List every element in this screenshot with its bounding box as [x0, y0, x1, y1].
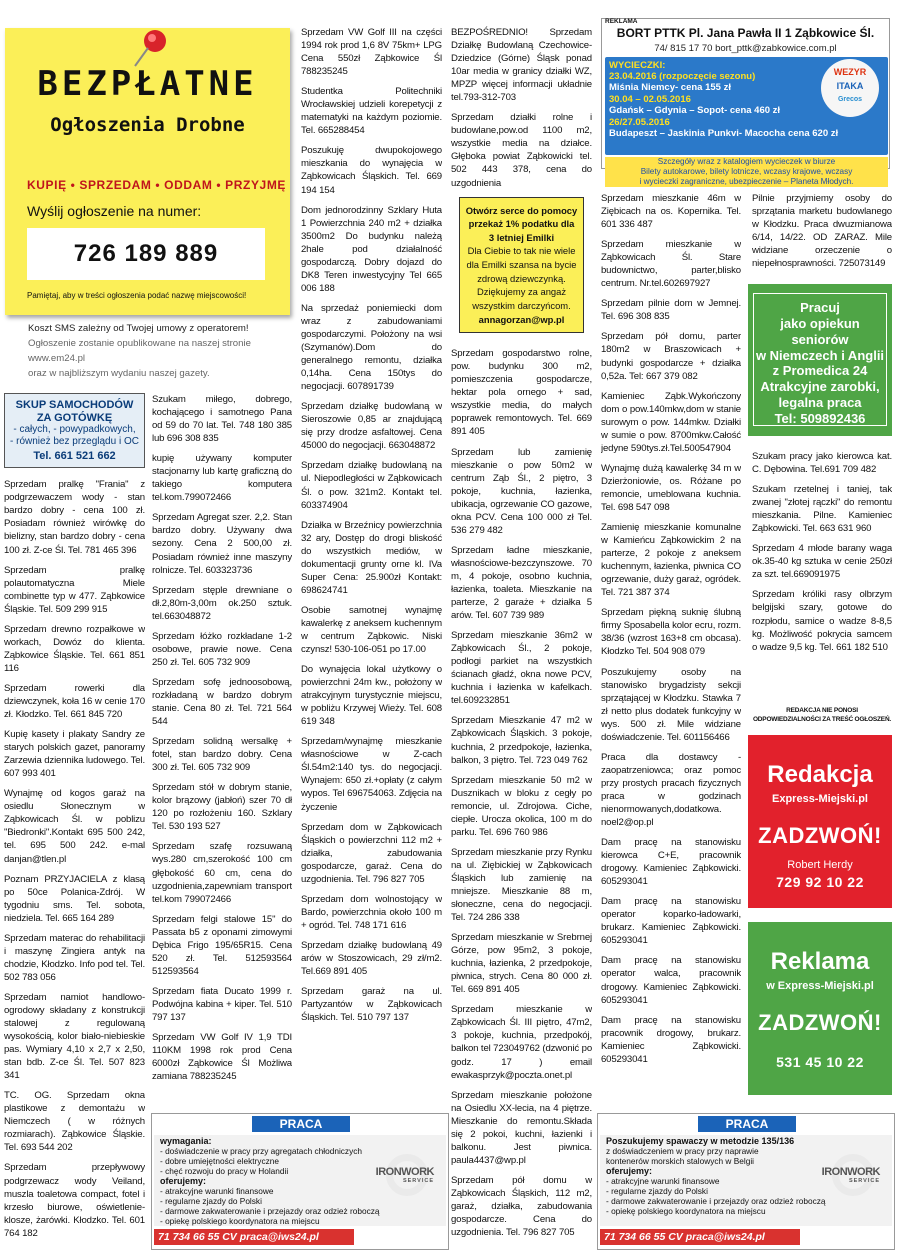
classified-ad: Poznam PRZYJACIELA z klasą po 50ce Polanica-Zdrój. W tygodniu sms. Tel. sobota, niedziela. Tel. 665 164 289 — [4, 873, 145, 924]
column-4 — [451, 26, 592, 1248]
carer-l5: Atrakcyjne zarobki, — [760, 379, 880, 395]
redakcja-title: Redakcja — [767, 761, 873, 788]
trip2-desc: Gdańsk – Gdynia – Sopot- cena 460 zł — [609, 105, 781, 116]
classified-ad: Sprzedam mieszkanie w Ząbkowicach Śl. Stare budownictwo, parter,blisko centrum. Nr.tel.602697927 — [601, 239, 741, 290]
classified-ad: Sprzedam mieszkanie 36m2 w Ząbkowicach Śl., 2 pokoje, podłogi parkiet na wszystkich ścianach gładź, okna nowe PCV, kuchnia i łazienka w kafelkach. tel.609232851 — [451, 630, 592, 707]
travel-footer-3: i wycieczki zagraniczne, ubezpieczenie – Planeta Młodych. — [639, 177, 854, 186]
classified-ad: Sprzedam materac do rehabilitacji i maszynę Zingiera antyk na chodzie, Kłodzko. Info pod tel. Tel. 502 783 056 — [4, 932, 145, 983]
classified-ad: Sprzedam sofę jednoosobową, rozkładaną w bardzo dobrym stanie. Cena 80 zł. Tel. 721 564 544 — [152, 676, 292, 728]
classified-ad: Dam pracę na stanowisku operator walca, pracownik drogowy. Kamieniec Ząbkowicki. 605293041 — [601, 955, 741, 1006]
classified-ad: Dam pracę na stanowisku operator koparko-ładowarki, brukarz. Kamieniec Ząbkowicki. 605293041 — [601, 896, 741, 947]
classified-ad: Wynajmę od kogos garaż na osiedlu Słonecznym w Ząbkowicach Śl. w poblizu "Biedronki".Kontakt 695 500 242, tel. 695 500 242. e-mal danjan@tlen.pl — [4, 788, 145, 865]
redakcja-name: Robert Herdy — [787, 859, 853, 871]
classified-ad: Sprzedam Agregat szer. 2,2. Stan bardzo dobry. Używany dwa sezony. Cena 2 500,00 zł. Posiadam również inne maszyny rolnicze. Tel. 603323736 — [152, 512, 292, 576]
emilka-l2: przekaż 1% podatku dla — [468, 218, 575, 230]
classified-ad: Sprzedam mieszkanie przy Rynku na ul. Ziębickiej w Ząbkowicach Śląskich lub zamienię na mniejsze. Mieszkanie 88 m, słoneczne, cena do negocjacji. Tel. 724 286 338 — [451, 846, 592, 924]
page-title: BEZPŁATNE — [37, 64, 258, 104]
col4-list — [451, 347, 592, 1239]
classified-ad: Sprzedam dom wolnostojący w Bardo, powierzchnia około 100 m + ogród. Tel. 748 171 616 — [301, 893, 442, 931]
praca-contact[interactable]: 71 734 66 55 CV praca@iws24.pl — [154, 1229, 354, 1245]
publish-note-2: oraz w najbliższym wydaniu naszej gazety. — [28, 367, 210, 379]
redakcja-phone[interactable]: 729 92 10 22 — [776, 874, 864, 890]
column-3 — [301, 26, 442, 1086]
classified-ad: Działka w Brzeźnicy powierzchnia 32 ary, Dostęp do drogi bliskość do wszystkich mediów, w dokumentacji grunty orne kl. IVa Super Cena: 25.900zł Kontakt: 698624741 — [301, 519, 442, 596]
classified-ad: Sprzedam lub zamienię mieszkanie o pow 50m2 w centrum Ząb Śl., 2 piętro, 3 pokoje, kuchnia, łazienka, ubikacja, ogrzewanie CO gazowe, okna PCV. Cena 100 000 zł Tel. 536 279 482 — [451, 446, 592, 536]
req2: - dobre umiejętności elektryczne — [160, 1156, 279, 1166]
classified-ad: Sprzedam stół w dobrym stanie, kolor brązowy (jabłoń) szer 70 dł 120 po rozłożeniu 160. Szklary Tel. 530 193 527 — [152, 782, 292, 833]
classified-ad: Sprzedam/wynajmę mieszkanie własnościowe w Z-cach Śl.54m2:140 tys. do negocjacji. Wynajem: 650 zł.+opłaty (z całym wypos. Tel 696754063. Zdjęcia na życzenie — [301, 736, 442, 813]
classified-ad: Sprzedam VW Golf IV 1,9 TDI 110KM 1998 rok prod Cena 6000zł Ząbkowice Śl Możliwa zamiana 788235245 — [152, 1032, 292, 1083]
send-label: Wyślij ogłoszenie na numer: — [27, 203, 202, 219]
reklama-box — [748, 922, 892, 1095]
classified-ad: Dam pracę na stanowisku pracownik drogowy, brukarz. Kamieniec Ząbkowicki. 605293041 — [601, 1014, 741, 1065]
skup-line1: - całych, - powypadkowych, — [13, 424, 136, 436]
classified-ad: Szukam pracy jako kierowca kat. C. Dębowina. Tel.691 709 482 — [752, 451, 892, 476]
col5-list — [601, 192, 741, 1066]
classified-ad: BEZPOŚREDNIO! Sprzedam Działkę Budowlaną Czechowice-Dziedzice (Górne) Śląsk ponad 10ar media w granicy działki WZ, MPZP więcej informacji układnie tel.793-312-703 — [451, 27, 592, 104]
trip1-date: 23.04.2016 (rozpoczęcie sezonu) — [609, 71, 756, 82]
emilka-email[interactable]: annagorzan@wp.pl — [478, 313, 565, 325]
req3: - chęć rozwoju do pracy w Holandii — [160, 1166, 289, 1176]
classified-ad: Sprzedam działki rolne i budowlane,pow.od 1100 m2, wszystkie media na działce. Głęboka powiat Ząbkowicki tel. 502 443 378, cena do uzgodnienia — [451, 112, 592, 189]
classified-ad: TC. OG. Sprzedam okna plastikowe z demontażu w Niemczech ( w różnych rozmiarach). Ząbkowice Śląskie. Tel. 693 544 202 — [4, 1090, 145, 1154]
ironwork-logo: IRONWORK SERVICE — [821, 1166, 880, 1184]
classified-ad: Sprzedam łóżko rozkładane 1-2 osobowe, prawie nowe. Cena 250 zł. Tel. 605 732 909 — [152, 630, 292, 668]
classified-ad: Dom jednorodzinny Szklary Huta 1 Powierzchnia 240 m2 + działka 3500m2 Do budynku należą 2hale pod działalność gospodarczą. Dobry dojazd do DK8 Teren inwestycyjny Tel 665 006 188 — [301, 204, 442, 294]
classified-ad: Sprzedam pilnie dom w Jemnej. Tel. 696 308 835 — [601, 298, 741, 323]
reklama-call: ZADZWOŃ! — [758, 1010, 882, 1035]
classified-ad: Szukam miłego, dobrego, kochającego i samotnego Pana od 59 do 70 lat. Tel. 748 180 385 lub 696 308 835 — [152, 394, 292, 445]
page-subtitle: Ogłoszenia Drobne — [50, 114, 245, 136]
classified-ad: Sprzedam szafę rozsuwaną wys.280 cm,szerokość 100 cm głębokość 60 cm, cena do uzgodnienia,zapewniam transport tel.kom 799072466 — [152, 841, 292, 905]
reminder-note: Pamiętaj, aby w treści ogłoszenia podać nazwę miejscowości! — [27, 291, 247, 300]
classified-ad: Osobie samotnej wynajmę kawalerkę z aneksem kuchennym w centrum Ząbkowic. Niski czynsz! 530-106-051 po 17.00 — [301, 604, 442, 656]
classified-ad: Sprzedam dom w Ząbkowicach Śląskich o powierzchni 112 m2 + działka, zabudowania gospodarcze, garaż. Cena do uzgodnienia. Tel. 796 827 705 — [301, 821, 442, 885]
classified-ad: Sprzedam drewno rozpałkowe w workach, Dowóz do klienta. Ząbkowice Śląskie. Tel. 661 851 116 — [4, 623, 145, 674]
intro3: kontenerów morskich stalowych w Belgii — [606, 1156, 755, 1166]
redakcja-call: ZADZWOŃ! — [758, 823, 882, 848]
sms-number[interactable]: 726 189 889 — [27, 228, 265, 280]
classified-ad: Sprzedam pół domu w Ząbkowicach Śląskich, 112 m2, garaż, działka, zabudowania gospodarcze. Cena do uzgodnienia. Tel. 796 827 705 — [451, 1174, 592, 1239]
carer-l1: Pracuj — [800, 300, 840, 315]
classified-ad: Zamienię mieszkanie komunalne w Kamieńcu Ząbkowickim 2 na parterze, 2 pokoje z aneksem kuchennym, łazienka, piwnica CO ogrzewanie, duży garaż, ogródek. Tel. 721 387 374 — [601, 522, 741, 599]
off3: - darmowe zakwaterowanie i przejazdy oraz odzież roboczą — [606, 1196, 826, 1206]
praca-ad-left — [151, 1113, 449, 1250]
off1: - atrakcyjne warunki finansowe — [606, 1176, 720, 1186]
classified-ad: Sprzedam ładne mieszkanie, własnościowe-bezczynszowe. 70 m, 4 pokoje, osobno kuchnia, łazienka, toaleta. Mieszkanie na parterze, 2 garaże + działka 5 arów. Tel. 607 739 989 — [451, 544, 592, 622]
col1-list — [4, 478, 145, 1239]
trip3-date: 26/27.05.2016 — [609, 117, 670, 128]
travel-footer-2: Bilety autokarowe, bilety lotnicze, wczasy krajowe, wczasy — [640, 167, 853, 176]
classified-ad: Sprzedam pół domu, parter 180m2 w Braszowicach + budynki gospodarcze + działka 0,52a. Tel: 667 379 082 — [601, 331, 741, 382]
req-label: wymagania: — [160, 1136, 212, 1146]
column-1 — [4, 393, 145, 1243]
cost-note: Koszt SMS zależny od Twojej umowy z operatorem! — [28, 323, 249, 334]
carer-l2: jako opiekun seniorów — [780, 315, 860, 347]
logo-itaka: ITAKA — [836, 81, 864, 91]
travel-ad — [601, 18, 890, 186]
emilka-charity-box — [459, 197, 584, 334]
skup-title: SKUP SAMOCHODÓW ZA GOTÓWKĘ — [15, 399, 134, 424]
classified-ad: Kupię kasety i plakaty Sandry ze starych polskich gazet, panoramy Zarzewia dziennika ludowego. Tel. 607 993 401 — [4, 729, 145, 780]
travel-footer — [605, 157, 888, 187]
travel-headline: BORT PTTK Pl. Jana Pawła II 1 Ząbkowice Śl. — [616, 26, 875, 40]
column-6 — [752, 192, 892, 282]
carer-l6: legalna praca — [778, 395, 862, 411]
reklama-site[interactable]: w Express-Miejski.pl — [766, 980, 874, 992]
header-sticky-note — [5, 28, 290, 315]
col2-list — [152, 393, 292, 1083]
classified-ad: Sprzedam VW Golf III na części 1994 rok prod 1,6 8V 75km+ LPG Cena 550zł Ząbkowice Śl 788235245 — [301, 27, 442, 78]
off1: - atrakcyjne warunki finansowe — [160, 1186, 274, 1196]
classified-ad: Sprzedam Mieszkanie 47 m2 w Ząbkowicach Śląskich. 3 pokoje, kuchnia, 2 przedpokoje, łazienka, balkon, 3 piętro. Tel. 723 049 762 — [451, 715, 592, 766]
classified-ad: Pilnie przyjmiemy osoby do sprzątania marketu budowlanego w Kłodzku. Praca dwuzmianowa 6/14, 14/22. OD ZARAZ. Mile widziane orzeczenie o niepełnosprawności. 725073149 — [752, 193, 892, 270]
praca-title: PRACA — [698, 1116, 796, 1132]
carer-ad — [748, 284, 892, 436]
classified-ad: Sprzedam mieszkanie w Srebrnej Górze, pow 95m2, 3 pokoje, kuchnia, łazienka, 2 przedpokoje, piwnica, strych. Cena 80 000 zł. Tel. 669 891 405 — [451, 932, 592, 996]
travel-contact[interactable]: 74/ 815 17 70 bort_pttk@zabkowice.com.pl — [654, 43, 837, 54]
classified-ad: Sprzedam pralkę "Frania" z podgrzewaczem wody - stan bardzo dobry - cena 100 zł. Posiadam również wirówkę do bielizny, stan bardzo dobry - cena 100 zł. Z-ce Śl. Tel. 781 465 396 — [4, 479, 145, 556]
classified-ad: Sprzedam garaż na ul. Partyzantów w Ząbkowicach Śląskich. Tel. 510 797 137 — [301, 986, 442, 1024]
classified-ad: Sprzedam felgi stalowe 15" do Passata b5 z oponami zimowymi Dębica Frigo 195/65R15. Cena 520 zł. Tel. 512593564 512593564 — [152, 913, 292, 977]
classified-ad: Sprzedam fiata Ducato 1999 r. Podwójna kabina + kiper. Tel. 510 797 137 — [152, 985, 292, 1023]
off3: - darmowe zakwaterowanie i przejazdy oraz odzież roboczą — [160, 1206, 380, 1216]
praca-title: PRACA — [252, 1116, 350, 1132]
classified-ad: kupię używany komputer stacjonarny lub kartę graficzną do takiego komputera tel.kom.799072466 — [152, 453, 292, 504]
emilka-l1: Otwórz serce do pomocy — [465, 204, 578, 216]
categories-line: KUPIĘ • SPRZEDAM • ODDAM • PRZYJMĘ — [27, 178, 287, 192]
trip2-date: 30.04 – 02.05.2016 — [609, 94, 691, 105]
classified-ad: Szukam rzetelnej i taniej, tak zwanej "złotej rączki" do remontu mieszkania. Pilne. Kamieniec Ząbkowicki. Tel. 663 631 960 — [752, 484, 892, 535]
logo-wezyr: WEZYR — [833, 67, 867, 77]
col4-top-list — [451, 26, 592, 190]
skup-line2: - również bez przeglądu i OC — [10, 436, 139, 448]
col6-list — [752, 450, 892, 654]
classified-ad: Sprzedam stęple drewniane o dł.2,80m-3,00m ok.250 sztuk. tel.663048872 — [152, 584, 292, 622]
classified-ad: Sprzedam mieszkanie położone na Osiedlu XX-lecia, na 4 piętrze. Mieszkanie do remontu.Składa się 2 pokoi, kuchni, łazienki i balkonu. Jest piwnica. paula4437@wp.pl — [451, 1089, 592, 1166]
reklama-phone[interactable]: 531 45 10 22 — [776, 1054, 864, 1070]
logo-grecos: Grecos — [837, 96, 863, 103]
classified-ad: Sprzedam pralkę polautomatyczna Miele combinette typ w 477. Ząbkowice Śląskie. Tel. 509 299 915 — [4, 564, 145, 615]
ad-tag: REKLAMA — [605, 18, 638, 25]
emilka-l3: 3 letniej Emilki — [488, 231, 555, 243]
classified-ad: Na sprzedaż poniemiecki dom wraz z zabudowaniami gospodarczymi. Położony na wsi (Szymanów).Dom do generalnego remontu, działka 0,14ha. Cena 150tys do negocjacji. 607891739 — [301, 302, 442, 393]
classified-ad: Sprzedam namiot handlowo-ogrodowy składany z konstrukcji stalowej z regulowaną wysokością, kolor biało-niebieskie pas. Wymiary 4,10 x 2,7 x 2,50, stan bdb. Z-ce Śl. Tel. 507 823 341 — [4, 991, 145, 1082]
skup-phone[interactable]: Tel. 661 521 662 — [33, 450, 116, 463]
classified-ad: Poszukujemy osoby na stanowisko brygadzisty sekcji sprzątającej w Kłodzku. Stawka 7 zł netto plus dodatek funkcyjny w wys. 500 zł. Mile widziane doświadczenie. Tel. 601156466 — [601, 666, 741, 743]
column-6-lower — [752, 450, 892, 700]
classified-ad: Sprzedam mieszkanie 46m w Ziębicach na os. Kopernika. Tel. 601 336 487 — [601, 193, 741, 231]
classified-ad: Do wynajęcia lokal użytkowy o powierzchni 24m kw., położony w atrakcyjnym turystycznie miejscu, w pobliżu Krzywej Wieży. Tel. 608 619 348 — [301, 664, 442, 728]
col3-list — [301, 26, 442, 1024]
offer-label: oferujemy: — [606, 1166, 653, 1176]
off4: - opiekę polskiego koordynatora na miejscu — [606, 1206, 766, 1216]
classified-ad: Poszukuję dwupokojowego mieszkania do wynajęcia w Ząbkowicach Śląskich. Tel. 669 194 154 — [301, 145, 442, 196]
ironwork-logo: IRONWORK SERVICE — [375, 1166, 434, 1184]
praca-contact[interactable]: 71 734 66 55 CV praca@iws24.pl — [600, 1229, 800, 1245]
carer-phone[interactable]: Tel: 509892436 — [774, 411, 866, 427]
classified-ad: Sprzedam działkę budowlaną w Sieroszowie 0,85 ar znajdującą się przy drodze asfaltowej. Cena 45000 do negocjacji. 663048872 — [301, 401, 442, 452]
classified-ad: Sprzedam gospodarstwo rolne, pow. budynku 300 m2, pomieszczenia gospodarcze, hektar pola ornego + sad, wszystkie media, do małych poprawek remontowych. Tel. 669 891 405 — [451, 348, 592, 438]
classified-ad: Wynajmę dużą kawalerkę 34 m w Dzierżoniowie, os. Różane po remoncie, umeblowana kuchnia. Tel. 698 547 098 — [601, 462, 741, 513]
classified-ad: Dam pracę na stanowisku kierowca C+E, pracownik drogowy. Kamieniec Ząbkowicki. 605293041 — [601, 837, 741, 888]
redakcja-box — [748, 735, 892, 908]
req1: - doświadczenie w pracy przy agregatach chłodniczych — [160, 1146, 362, 1156]
intro1: Poszukujemy spawaczy w metodzie 135/136 — [606, 1136, 795, 1146]
travel-footer-1: Szczegóły wraz z katalogiem wycieczek w biurze — [657, 157, 836, 166]
intro2: z doświadczeniem w pracy przy naprawie — [606, 1146, 759, 1156]
trip3-desc: Budapeszt – Jaskinia Punkvi- Macocha cena 620 zł — [609, 128, 839, 139]
classified-ad: Sprzedam solidną wersalkę + fotel, stan bardzo dobry. Cena 300 zł. Tel. 605 732 909 — [152, 736, 292, 774]
classified-ad: Kamieniec Ząbk.Wykończony dom o pow.140mkw,dom w stanie surowym o pow. 144mkw. Działki w sumie o pow. 8700mkw.Całość jedyne 590tys.zł.Tel.500547904 — [601, 390, 741, 454]
classified-ad: Praca dla dostawcy - zaopatrzeniowca; oraz pomoc przy prostych pracach fizycznych praca w godzinach nienormowanych,dodatkowa. noel2@op.pl — [601, 751, 741, 829]
redakcja-site[interactable]: Express-Miejski.pl — [772, 793, 868, 805]
praca-ad-right — [597, 1113, 895, 1250]
classified-ad: Sprzedam króliki rasy olbrzym belgijski szary, gotowe do rozpłodu, samice o wadze 8-8,5 kg. Możliwość pokrycia samcem o wadze 9,5 kg. Tel. 661 182 510 — [752, 589, 892, 653]
trips-label: WYCIECZKI: — [609, 60, 666, 71]
off4: - opiekę polskiego koordynatora na miejscu — [160, 1216, 320, 1226]
classified-ad: Sprzedam działkę budowlaną na ul. Niepodległości w Ząbkowicach Śl. o pow. 321m2. Kontakt tel. 603374904 — [301, 460, 442, 511]
col6-top-list — [752, 192, 892, 270]
carer-l4: z Promedica 24 — [772, 363, 868, 379]
reklama-title: Reklama — [770, 948, 870, 975]
off2: - regularne zjazdy do Polski — [606, 1186, 708, 1196]
classified-ad: Sprzedam mieszkanie w Ząbkowicach Śl. III piętro, 47m2, 3 pokoje, kuchnia, przedpokój, balkon tel 723049762 (dzwonić po godz. 17 ) email ewakasprzyk@poczta.onet.pl — [451, 1004, 592, 1081]
travel-logos — [821, 59, 879, 117]
classified-ad: Sprzedam piękną suknię ślubną firmy Sposabella kolor ecru, rozm. 38/36 (wzrost 163+8 cm obcasa). Kłodzko Tel. 504 908 079 — [601, 607, 741, 658]
classified-ad: Sprzedam 4 młode barany waga ok.35-40 kg sztuka w cenie 250zł za szt. tel.669091975 — [752, 543, 892, 581]
trip1-desc: Miśnia Niemcy- cena 155 zł — [609, 82, 731, 93]
carer-l3: w Niemczech i Anglii — [755, 347, 885, 363]
sms-note — [28, 322, 290, 381]
classified-ad: Sprzedam działkę budowlaną 49 arów w Stoszowicach, 29 zł/m2. Tel.669 891 405 — [301, 939, 442, 978]
column-5 — [601, 192, 741, 1072]
disclaimer: REDAKCJA NIE PONOSI ODPOWIEDZIALNOŚCI ZA TREŚĆ OGŁOSZEŃ. — [752, 707, 892, 724]
skup-box — [4, 393, 145, 468]
classified-ad: Studentka Politechniki Wrocławskiej udzieli korepetycji z matematyki na każdym poziomie. Tel. 665288454 — [301, 86, 442, 137]
emilka-body: Dla Ciebie to tak nie wiele dla Emilki szansa na bycie zdrową dziewczynką. Dziękujemy za angaż wszystkim darczyńcom. — [466, 245, 577, 311]
classified-ad: Sprzedam rowerki dla dziewczynek, koła 16 w cenie 170 zł. Kłodzko. Tel. 661 845 720 — [4, 682, 145, 721]
offer-label: oferujemy: — [160, 1176, 207, 1186]
publish-note-1: Ogłoszenie zostanie opublikowane na naszej stronie www.em24.pl — [28, 337, 251, 364]
classified-ad: Sprzedam mieszkanie 50 m2 w Dusznikach w bloku z cegły po remoncie, ul. Zdrojowa. Ciche, ciepłe. Urocza okolica, 100 m do parku. Tel. 696 760 986 — [451, 774, 592, 838]
classified-ad: Sprzedam przepływowy podgrzewacz wody Veiland, muszla toaletowa compact, fotel i krzesło biurowe, oświetlenie-klosze, żarówki. Kłodzko. Tel. 601 764 182 — [4, 1162, 145, 1239]
off2: - regularne zjazdy do Polski — [160, 1196, 262, 1206]
